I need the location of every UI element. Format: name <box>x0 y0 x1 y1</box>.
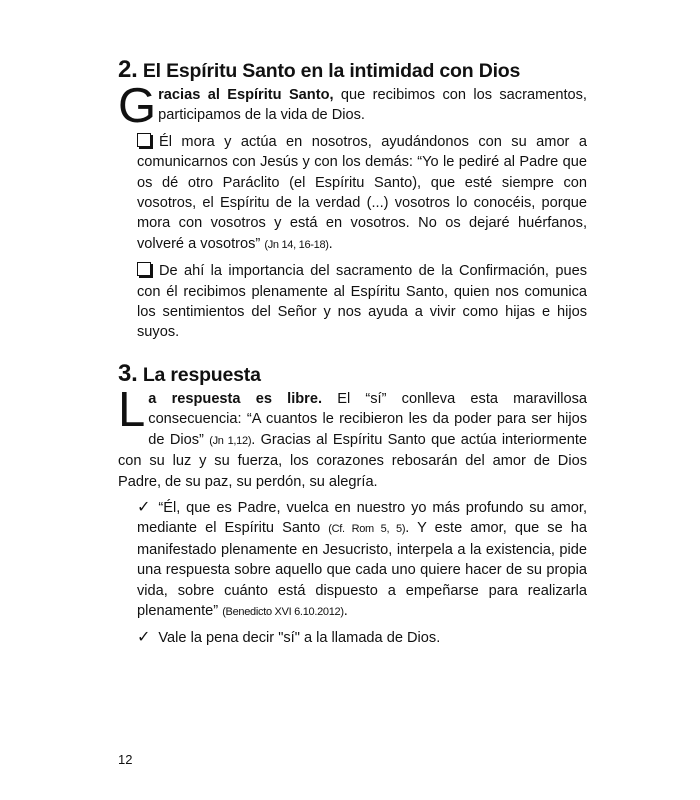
list-item <box>137 261 587 343</box>
lead-bold-text: a respuesta es libre. <box>148 390 323 407</box>
section-title: El Espíritu Santo en la intimidad con Dios <box>142 60 521 82</box>
section-3-heading <box>118 361 587 388</box>
citation: (Jn 14, 16-18) <box>264 238 329 251</box>
citation: (Benedicto XVI 6.10.2012) <box>222 605 344 618</box>
section-2-lead-paragraph <box>118 79 587 133</box>
section-3-lead-paragraph <box>118 382 587 492</box>
drop-cap: L <box>118 382 146 437</box>
item-text: De ahí la importancia del sacramento de la Confirmación, pues con él recibimos plenamente al Espíritu Santo, quien nos comunica los sentimientos del Señor y nos ayuda a vivir como hijas e hijos suyos. <box>137 263 587 341</box>
item-text: Vale la pena decir "sí" a la llamada de Dios. <box>158 630 441 647</box>
lead-text: que recibimos con los sacramentos, participamos de la vida de Dios. <box>158 87 587 124</box>
page-number: 12 <box>118 752 133 767</box>
section-number: 2. <box>118 56 138 83</box>
item-end: . <box>343 602 348 619</box>
drop-cap: G <box>118 79 157 133</box>
section-title: La respuesta <box>142 363 261 386</box>
checkbox-icon <box>137 133 151 147</box>
lead-bold-text: racias al Espíritu Santo, <box>158 87 334 103</box>
checkbox-icon <box>137 262 151 276</box>
item-end: . <box>328 235 333 252</box>
list-item <box>137 132 587 255</box>
citation: (Cf. Rom 5, 5) <box>328 523 406 536</box>
checkmark-icon: ✓ <box>137 498 151 516</box>
list-item <box>137 498 587 622</box>
lead-text: El “sí” conlleva esta maravillosa consecuencia: “A cuantos le recibieron les da poder para ser hijos de Dios” <box>148 390 587 448</box>
list-item <box>137 628 587 648</box>
section-2-heading <box>118 57 587 84</box>
item-text: “Él, que es Padre, vuelca en nuestro yo más profundo su amor, mediante el Espíritu Santo <box>137 499 587 537</box>
item-text: . Y este amor, que se ha manifestado plenamente en Jesucristo, interpela a la existencia, pide una respuesta sobre aquello que cada uno quiere hacer de su propia vida, sobre cuánto está dispuesto a empeñarse para realizarla plenamente” <box>137 520 587 619</box>
section-number: 3. <box>118 359 138 387</box>
item-text: Él mora y actúa en nosotros, ayudándonos con su amor a comunicarnos con Jesús y con los demás: “Yo le pediré al Padre que os dé otro Paráclito (el Espíritu Santo), que esté siempre con vosotros, el Espíritu de la verdad (...) vosotros lo conocéis, porque mora con vosotros y está en vosotros. No os dejaré huérfanos, volveré a vosotros” <box>137 133 587 252</box>
lead-text: . Gracias al Espíritu Santo que actúa interiormente con su luz y su fuerza, los corazones rebosarán del amor de Dios Padre, de su paz, su perdón, su alegría. <box>118 431 587 490</box>
citation: (Jn 1,12) <box>209 434 252 447</box>
checkmark-icon: ✓ <box>137 629 151 647</box>
page-content <box>118 57 587 649</box>
